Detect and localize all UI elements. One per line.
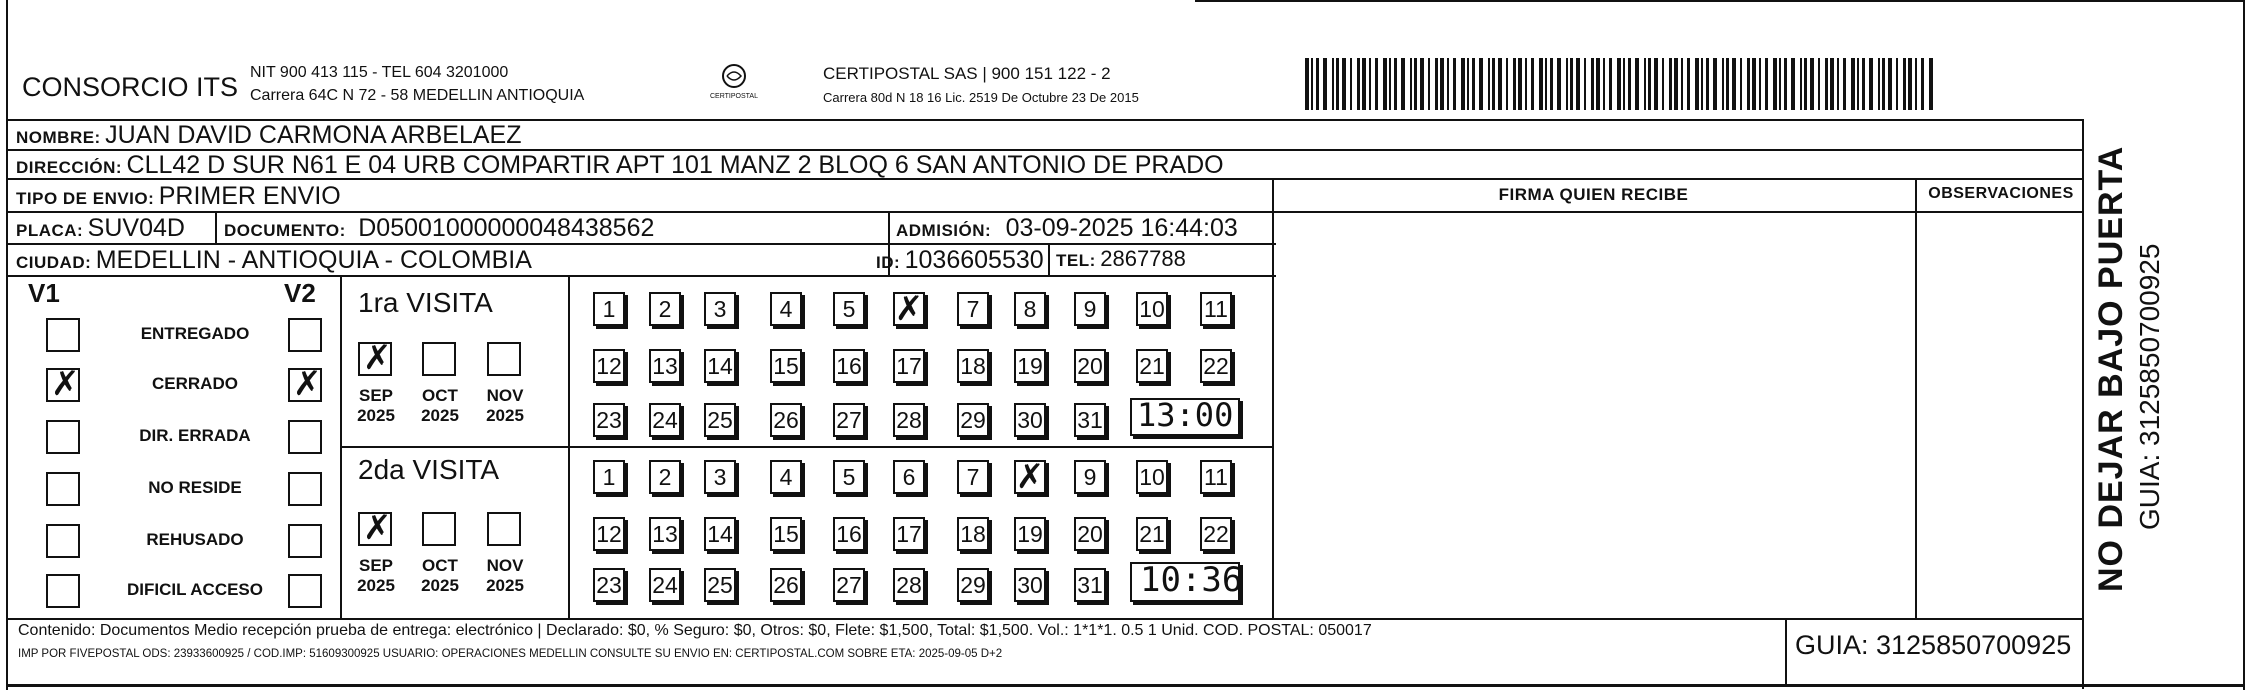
day-box[interactable]: 5 — [833, 460, 865, 494]
day-box[interactable]: 29 — [957, 568, 989, 602]
day-box[interactable]: 15 — [770, 517, 802, 551]
day-box[interactable]: 4 — [770, 292, 802, 326]
day-box[interactable]: 22 — [1200, 349, 1232, 383]
check-mark-icon: ✗ — [894, 290, 924, 328]
footer-guia: GUIA: 3125850700925 — [1795, 630, 2072, 660]
v2-checkbox[interactable] — [288, 524, 322, 558]
day-box[interactable]: 27 — [833, 568, 865, 602]
day-box[interactable]: 12 — [593, 349, 625, 383]
tel-row — [1056, 246, 1186, 272]
day-box[interactable]: 4 — [770, 460, 802, 494]
year-label: 2025 — [357, 406, 395, 425]
day-box[interactable]: 9 — [1074, 292, 1106, 326]
tel-value: 2867788 — [1100, 246, 1186, 271]
doc-label: DOCUMENTO: — [224, 221, 346, 240]
day-box[interactable]: 6 — [893, 460, 925, 494]
day-box[interactable]: 21 — [1136, 349, 1168, 383]
check-mark-icon: ✗ — [293, 365, 322, 403]
second-visit-label: 2da VISITA — [358, 454, 500, 485]
v1-checkbox[interactable] — [46, 472, 80, 506]
day-box[interactable]: 29 — [957, 403, 989, 437]
barcode — [1305, 58, 1945, 110]
day-box[interactable]: 19 — [1014, 349, 1046, 383]
month-checkbox[interactable] — [358, 509, 392, 547]
address-label: DIRECCIÓN: — [16, 158, 123, 177]
outer-right — [2243, 0, 2245, 690]
year-label: 2025 — [357, 576, 395, 595]
admission-label: ADMISIÓN: — [896, 221, 992, 240]
day-box[interactable]: 30 — [1014, 403, 1046, 437]
name-label: NOMBRE: — [16, 128, 101, 147]
v1-label: V1 — [28, 278, 60, 308]
day-box[interactable]: 17 — [893, 517, 925, 551]
status-label: REHUSADO — [146, 530, 244, 549]
day-box[interactable]: 30 — [1014, 568, 1046, 602]
day-box[interactable]: 2 — [649, 292, 681, 326]
id-label: ID: — [876, 253, 901, 272]
day-box[interactable]: 24 — [649, 403, 681, 437]
day-box-checked[interactable] — [893, 292, 925, 326]
v1-checkbox[interactable] — [46, 318, 80, 352]
plate-row — [16, 214, 185, 243]
side-warning: NO DEJAR BAJO PUERTA — [2092, 145, 2130, 592]
side-guia: GUIA: 3125850700925 — [2134, 243, 2165, 530]
status-label: DIFICIL ACCESO — [126, 580, 263, 599]
col-tel-sep — [1048, 243, 1050, 277]
courier-address: Carrera 80d N 18 16 Lic. 2519 De Octubre 23 De 2015 — [823, 90, 1139, 105]
day-box[interactable]: 5 — [833, 292, 865, 326]
address-value: CLL42 D SUR N61 E 04 URB COMPARTIR APT 101 MANZ 2 BLOQ 6 SAN ANTONIO DE PRADO — [126, 151, 1224, 179]
v2-checkbox[interactable] — [288, 472, 322, 506]
day-box[interactable]: 17 — [893, 349, 925, 383]
rule-plate — [8, 243, 1276, 245]
status-label: CERRADO — [152, 374, 238, 393]
type-row — [16, 182, 341, 211]
day-box[interactable]: 10 — [1136, 460, 1168, 494]
company-nit: NIT 900 413 115 - TEL 604 3201000 — [250, 64, 509, 81]
day-box[interactable]: 7 — [957, 292, 989, 326]
status-label: NO RESIDE — [148, 478, 242, 497]
city-value: MEDELLIN - ANTIOQUIA - COLOMBIA — [95, 246, 532, 274]
v2-checkbox[interactable] — [288, 318, 322, 352]
month-checkbox[interactable] — [358, 339, 392, 377]
outer-left — [6, 0, 8, 690]
rule-visit-mid-right — [568, 446, 1272, 448]
day-box[interactable]: 28 — [893, 403, 925, 437]
day-box[interactable]: 2 — [649, 460, 681, 494]
day-box-checked[interactable] — [1014, 460, 1046, 494]
day-box[interactable]: 7 — [957, 460, 989, 494]
v1-checkbox[interactable] — [46, 365, 80, 403]
month-label: OCT — [422, 386, 458, 405]
month-checkbox[interactable] — [422, 512, 456, 546]
status-label: DIR. ERRADA — [139, 426, 251, 445]
first-visit-time: 13:00 — [1137, 396, 1234, 434]
year-label: 2025 — [421, 406, 459, 425]
day-box[interactable]: 14 — [704, 517, 736, 551]
day-box[interactable]: 31 — [1074, 568, 1106, 602]
day-box[interactable]: 27 — [833, 403, 865, 437]
year-label: 2025 — [486, 406, 524, 425]
doc-row — [224, 214, 654, 243]
day-box[interactable]: 1 — [593, 460, 625, 494]
col-plate-sep — [215, 211, 217, 245]
day-box[interactable]: 20 — [1074, 349, 1106, 383]
id-row — [876, 246, 1044, 275]
type-label: TIPO DE ENVIO: — [16, 189, 155, 208]
rule-type — [8, 211, 1276, 213]
day-box[interactable]: 31 — [1074, 403, 1106, 437]
day-box[interactable]: 3 — [704, 292, 736, 326]
day-box[interactable]: 21 — [1136, 517, 1168, 551]
plate-value: SUV04D — [87, 214, 185, 242]
month-checkbox[interactable] — [422, 342, 456, 376]
check-mark-icon: ✗ — [363, 339, 392, 377]
day-box[interactable]: 9 — [1074, 460, 1106, 494]
day-box[interactable]: 13 — [649, 349, 681, 383]
plate-label: PLACA: — [16, 221, 84, 240]
day-box[interactable]: 25 — [704, 403, 736, 437]
day-box[interactable]: 11 — [1200, 460, 1232, 494]
day-box[interactable]: 15 — [770, 349, 802, 383]
observaciones-area[interactable] — [1917, 213, 2082, 618]
firma-label: FIRMA QUIEN RECIBE — [1498, 185, 1689, 204]
city-label: CIUDAD: — [16, 253, 92, 272]
v2-label: V2 — [284, 278, 316, 308]
day-box[interactable]: 26 — [770, 403, 802, 437]
check-mark-icon: ✗ — [1015, 458, 1045, 496]
outer-bottom — [6, 684, 2245, 687]
day-box[interactable]: 19 — [1014, 517, 1046, 551]
signature-area[interactable] — [1274, 213, 1915, 618]
day-box[interactable]: 12 — [593, 517, 625, 551]
outer-top — [1195, 0, 2245, 2]
day-box[interactable]: 1 — [593, 292, 625, 326]
v1-checkbox[interactable] — [46, 574, 80, 608]
city-row — [16, 246, 532, 275]
day-box[interactable]: 10 — [1136, 292, 1168, 326]
year-label: 2025 — [421, 576, 459, 595]
company-address: Carrera 64C N 72 - 58 MEDELLIN ANTIOQUIA — [250, 87, 585, 104]
v2-checkbox[interactable] — [288, 420, 322, 454]
rule-city — [8, 275, 1276, 277]
first-visit-label: 1ra VISITA — [358, 287, 493, 318]
svg-text:CERTIPOSTAL: CERTIPOSTAL — [710, 93, 758, 100]
day-box[interactable]: 23 — [593, 403, 625, 437]
day-box[interactable]: 18 — [957, 517, 989, 551]
second-visit-time: 10:36 — [1140, 560, 1243, 600]
day-box[interactable]: 16 — [833, 517, 865, 551]
v1-checkbox[interactable] — [46, 524, 80, 558]
certipostal-logo — [705, 60, 763, 106]
month-label: SEP — [358, 386, 394, 405]
v2-checkbox[interactable] — [288, 574, 322, 608]
address-row — [16, 151, 1224, 180]
day-box[interactable]: 3 — [704, 460, 736, 494]
company-name: CONSORCIO ITS — [22, 72, 239, 102]
month-checkbox[interactable] — [487, 342, 521, 376]
month-checkbox[interactable] — [487, 512, 521, 546]
day-box[interactable]: 8 — [1014, 292, 1046, 326]
footer-content-line: Contenido: Documentos Medio recepción prueba de entrega: electrónico | Declarado: $0, % Seguro: $0, Otros: $0, Flete: $1,500, Total: $1,500. Vol.: 1*1*1. 0.5 1 Unid. COD. POSTAL: 050017 — [18, 622, 1372, 639]
rule-grid-bottom — [8, 618, 2083, 620]
rule-visit-mid — [340, 446, 568, 448]
rule-address-right — [1272, 178, 2083, 180]
col-right-border — [2082, 119, 2084, 689]
check-mark-icon: ✗ — [363, 509, 392, 547]
day-box[interactable]: 20 — [1074, 517, 1106, 551]
day-box[interactable]: 24 — [649, 568, 681, 602]
observaciones-label: OBSERVACIONES — [1928, 185, 2074, 202]
v1-checkbox[interactable] — [46, 420, 80, 454]
day-box[interactable]: 22 — [1200, 517, 1232, 551]
tel-label: TEL: — [1056, 251, 1096, 270]
name-value: JUAN DAVID CARMONA ARBELAEZ — [105, 121, 522, 149]
month-label: OCT — [422, 556, 458, 575]
day-box[interactable]: 16 — [833, 349, 865, 383]
month-label: NOV — [486, 556, 524, 575]
day-box[interactable]: 25 — [704, 568, 736, 602]
day-box[interactable]: 13 — [649, 517, 681, 551]
doc-value: D05001000000048438562 — [358, 214, 655, 242]
admission-value: 03-09-2025 16:44:03 — [1005, 214, 1238, 242]
month-label: NOV — [486, 386, 524, 405]
footer-print-line: IMP POR FIVEPOSTAL ODS: 23933600925 / COD.IMP: 51609300925 USUARIO: OPERACIONES MEDELLIN CONSULTE SU ENVIO EN: CERTIPOSTAL.COM SOBRE ETA: 2025-09-05 D+2 — [18, 648, 1003, 660]
admission-row — [896, 214, 1238, 243]
check-mark-icon: ✗ — [51, 365, 80, 403]
day-box[interactable]: 11 — [1200, 292, 1232, 326]
id-value: 1036605530 — [904, 246, 1044, 274]
day-box[interactable]: 14 — [704, 349, 736, 383]
day-box[interactable]: 23 — [593, 568, 625, 602]
name-row — [16, 121, 521, 150]
month-label: SEP — [358, 556, 394, 575]
status-label: ENTREGADO — [140, 324, 250, 343]
day-box[interactable]: 26 — [770, 568, 802, 602]
courier-name: CERTIPOSTAL SAS | 900 151 122 - 2 — [823, 64, 1111, 83]
type-value: PRIMER ENVIO — [158, 182, 341, 210]
v2-checkbox[interactable] — [288, 365, 322, 403]
day-box[interactable]: 28 — [893, 568, 925, 602]
day-box[interactable]: 18 — [957, 349, 989, 383]
year-label: 2025 — [486, 576, 524, 595]
col-footer-guia — [1785, 618, 1787, 686]
